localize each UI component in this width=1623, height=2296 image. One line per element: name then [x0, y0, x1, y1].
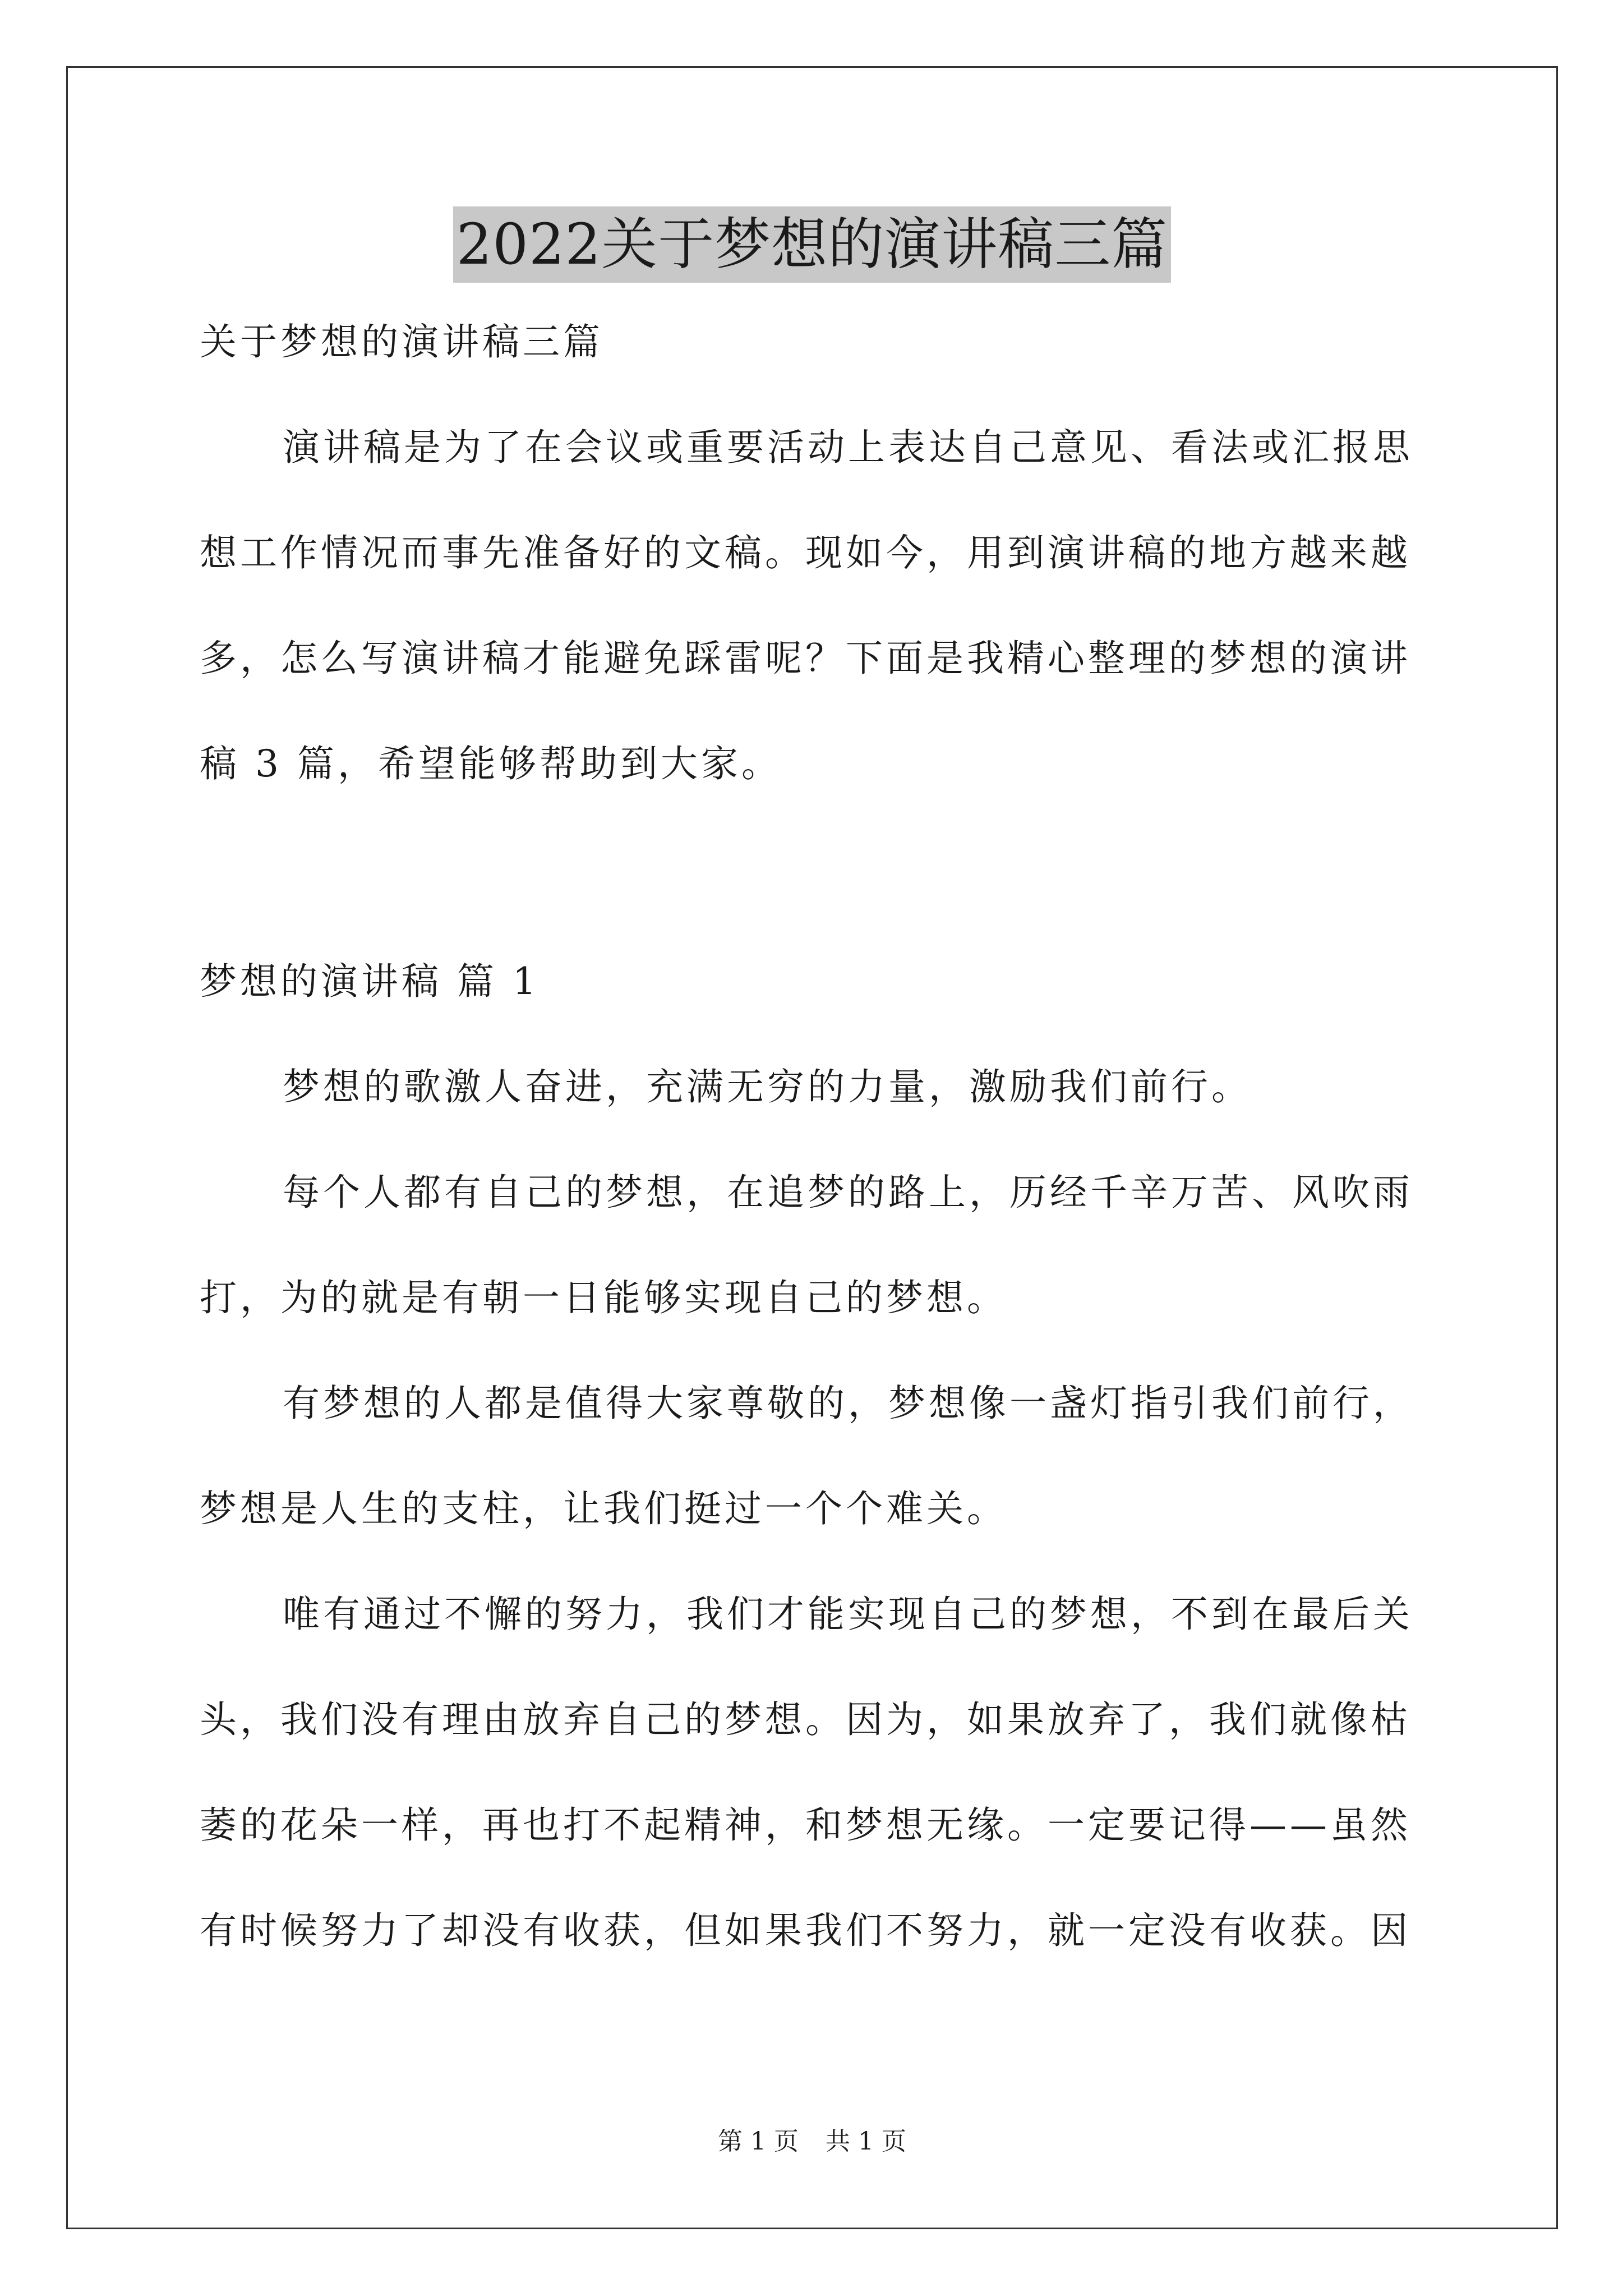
- body-text-line: 头，我们没有理由放弃自己的梦想。因为，如果放弃了，我们就像枯: [200, 1698, 1411, 1741]
- body-text-line: 每个人都有自己的梦想，在追梦的路上，历经千辛万苦、风吹雨: [283, 1171, 1413, 1214]
- body-text-line: 萎的花朵一样，再也打不起精神，和梦想无缘。一定要记得——虽然: [200, 1803, 1411, 1847]
- page-footer: [66, 2125, 1558, 2159]
- body-text-line: 想工作情况而事先准备好的文稿。现如今，用到演讲稿的地方越来越: [200, 531, 1411, 574]
- body-text-line: 梦想的歌激人奋进，充满无穷的力量，激励我们前行。: [283, 1065, 1252, 1108]
- body-text-line: 梦想是人生的支柱，让我们挺过一个个难关。: [200, 1487, 1007, 1530]
- page-total: 共 1 页: [826, 2127, 906, 2156]
- document-title: 2022关于梦想的演讲稿三篇: [453, 206, 1172, 283]
- title-container: [66, 206, 1558, 283]
- body-text-line: 演讲稿是为了在会议或重要活动上表达自己意见、看法或汇报思: [283, 426, 1413, 469]
- section-heading: 关于梦想的演讲稿三篇: [200, 320, 603, 364]
- body-text-line: 稿 3 篇，希望能够帮助到大家。: [200, 742, 782, 785]
- body-text-line: 有梦想的人都是值得大家尊敬的，梦想像一盏灯指引我们前行，: [283, 1382, 1413, 1425]
- body-text-line: 唯有通过不懈的努力，我们才能实现自己的梦想，不到在最后关: [283, 1593, 1413, 1636]
- body-text-line: 打，为的就是有朝一日能够实现自己的梦想。: [200, 1276, 1007, 1319]
- page-number: 第 1 页: [718, 2127, 799, 2156]
- body-text-line: 有时候努力了却没有收获，但如果我们不努力，就一定没有收获。因: [200, 1909, 1411, 1952]
- section-heading: 梦想的演讲稿 篇 1: [200, 960, 540, 1003]
- body-text-line: 多，怎么写演讲稿才能避免踩雷呢？下面是我精心整理的梦想的演讲: [200, 637, 1411, 680]
